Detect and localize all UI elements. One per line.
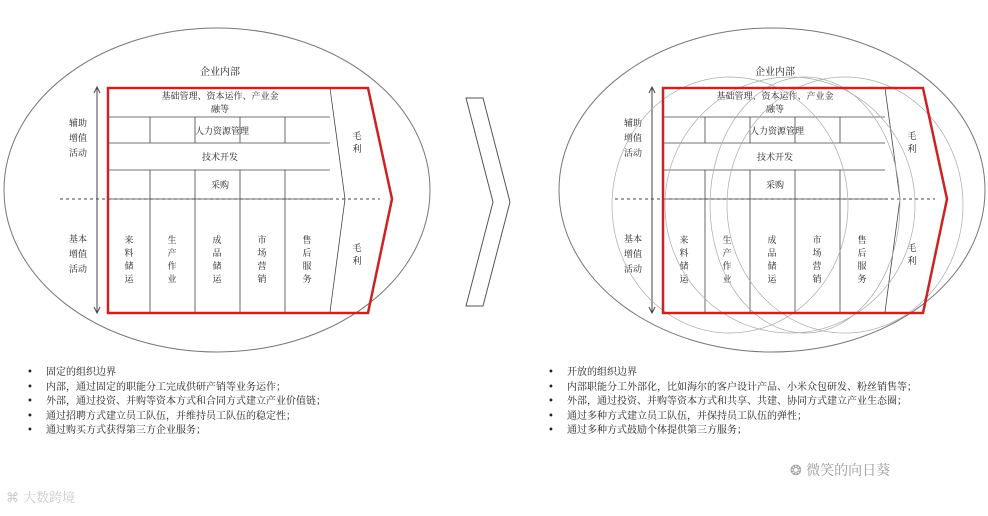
vertical-char: 毛 [352, 132, 362, 142]
open-boundary-ovals [612, 77, 963, 333]
vertical-char: 后 [857, 249, 867, 259]
support-procurement-text: 采购 [210, 181, 230, 191]
vertical-char: 毛 [907, 132, 917, 142]
vertical-char: 储 [679, 262, 689, 272]
vertical-char: 利 [352, 257, 362, 267]
vertical-char: 来 [124, 236, 134, 246]
support-infrastructure-text: 基础管理、资本运作、产业金 [716, 92, 834, 102]
vertical-char: 务 [857, 275, 867, 285]
aux-label-line: 活动 [623, 149, 643, 159]
support-tech-text: 技术开发 [756, 153, 794, 163]
vertical-char: 销 [257, 275, 267, 285]
vertical-char: 运 [767, 275, 777, 285]
support-hr-text: 人力资源管理 [749, 127, 805, 137]
aux-activities-label [69, 117, 87, 159]
vertical-char: 运 [679, 275, 689, 285]
vertical-char: 场 [257, 249, 267, 259]
vertical-char: 料 [679, 249, 689, 259]
aux-label-line: 辅助 [623, 119, 643, 129]
vertical-char: 营 [812, 262, 822, 272]
margin-label-top [352, 131, 361, 155]
vertical-char: 服 [302, 262, 312, 272]
vertical-char: 业 [167, 275, 177, 285]
value-chain-frame [663, 88, 947, 313]
vertical-char: 销 [812, 275, 822, 285]
support-infrastructure-text: 基础管理、资本运作、产业金 [161, 92, 279, 102]
vertical-char: 利 [907, 145, 917, 155]
aux-label-line: 增值 [68, 134, 88, 144]
primary-activity-5 [857, 234, 866, 285]
basic-label-line: 活动 [623, 265, 643, 275]
vertical-char: 料 [124, 249, 134, 259]
vertical-char: 务 [302, 275, 312, 285]
vertical-char: 利 [352, 145, 362, 155]
overlap-oval [710, 77, 900, 333]
vertical-char: 成 [212, 236, 222, 246]
support-procurement-text: 采购 [765, 181, 785, 191]
enterprise-interior-title: 企业内部 [200, 67, 240, 78]
transition-arrow-icon [466, 98, 510, 306]
bullet-item: • 开放的组织边界 [545, 366, 965, 381]
basic-label-line: 基本 [623, 235, 643, 245]
primary-activity-5 [302, 234, 311, 285]
open-boundary-bullet-list [545, 366, 965, 439]
support-tech-text: 技术开发 [201, 153, 239, 163]
closed-panel [4, 28, 430, 352]
bullet-item: • 内部，通过固定的职能分工完成供研产销等业务运作； [24, 381, 474, 396]
vertical-char: 产 [167, 249, 177, 259]
aux-label-line: 辅助 [68, 119, 88, 129]
vertical-char: 来 [679, 236, 689, 246]
vertical-char: 营 [257, 262, 267, 272]
open-panel [559, 28, 985, 352]
bullet-item: • 通过购买方式获得第三方企业服务； [24, 424, 474, 439]
value-chain-frame [108, 88, 392, 313]
aux-label-line: 活动 [68, 149, 88, 159]
vertical-char: 利 [907, 257, 917, 267]
primary-activity-2 [167, 234, 176, 285]
basic-label-line: 增值 [68, 250, 88, 260]
support-infrastructure-text-2: 融等 [765, 105, 785, 115]
support-hr-text: 人力资源管理 [194, 127, 250, 137]
chat-bubble-icon: ❂ [790, 463, 802, 479]
vertical-char: 售 [302, 236, 312, 246]
primary-activity-1 [679, 234, 689, 285]
vertical-char: 毛 [907, 244, 917, 254]
margin-chevron-line [330, 88, 345, 312]
closed-boundary-bullet-list [24, 366, 474, 439]
vertical-char: 场 [812, 249, 822, 259]
vertical-char: 毛 [352, 244, 362, 254]
support-infrastructure-text-2: 融等 [210, 105, 230, 115]
watermark-right-text: 微笑的向日葵 [806, 463, 891, 479]
vertical-char: 储 [124, 262, 134, 272]
primary-activity-3 [212, 234, 222, 285]
vertical-char: 服 [857, 262, 867, 272]
vertical-char: 成 [767, 236, 777, 246]
bullet-item: • 外部，通过投资、并购等资本方式和共享、共建、协同方式建立产业生态圈； [545, 395, 965, 410]
overlap-oval [665, 77, 915, 333]
basic-activities-label [624, 233, 642, 275]
vertical-char: 业 [722, 275, 732, 285]
logo-icon: ⌘ [6, 491, 19, 506]
margin-label-bottom [352, 243, 361, 267]
basic-label-line: 基本 [68, 235, 88, 245]
vertical-char: 储 [767, 262, 777, 272]
overlap-oval [612, 77, 848, 333]
watermark-right [790, 460, 890, 480]
primary-activity-1 [124, 234, 134, 285]
vertical-char: 生 [722, 236, 732, 246]
margin-label-bottom [907, 243, 916, 267]
vertical-char: 产 [722, 249, 732, 259]
vertical-char: 后 [302, 249, 312, 259]
vertical-char: 品 [212, 249, 222, 259]
vertical-char: 运 [124, 275, 134, 285]
vertical-char: 生 [167, 236, 177, 246]
aux-label-line: 增值 [623, 134, 643, 144]
vertical-char: 市 [257, 236, 267, 246]
bullet-item: • 通过多种方式鼓励个体提供第三方服务； [545, 424, 965, 439]
basic-label-line: 增值 [623, 250, 643, 260]
vertical-char: 售 [857, 236, 867, 246]
bullet-item: • 内部职能分工外部化，比如海尔的客户设计产品、小米众包研发、粉丝销售等； [545, 381, 965, 396]
bullet-item: • 外部，通过投资、并购等资本方式和合同方式建立产业价值链； [24, 395, 474, 410]
basic-label-line: 活动 [68, 265, 88, 275]
vertical-char: 市 [812, 236, 822, 246]
vertical-char: 作 [167, 262, 177, 272]
bullet-item: • 通过多种方式建立员工队伍，并保持员工队伍的弹性； [545, 410, 965, 425]
vertical-char: 运 [212, 275, 222, 285]
vertical-char: 品 [767, 249, 777, 259]
primary-activity-3 [767, 234, 777, 285]
enterprise-interior-title: 企业内部 [755, 67, 795, 78]
margin-label-top [907, 131, 916, 155]
bullet-item: • 固定的组织边界 [24, 366, 474, 381]
watermark-left [6, 487, 75, 506]
watermark-left-text: 大数跨境 [23, 491, 76, 506]
primary-activity-2 [722, 234, 731, 285]
basic-activities-label [69, 233, 87, 275]
vertical-char: 作 [722, 262, 732, 272]
primary-activity-4 [257, 234, 266, 285]
vertical-char: 储 [212, 262, 222, 272]
bullet-item: • 通过招聘方式建立员工队伍，并维持员工队伍的稳定性； [24, 410, 474, 425]
primary-activity-4 [812, 234, 821, 285]
